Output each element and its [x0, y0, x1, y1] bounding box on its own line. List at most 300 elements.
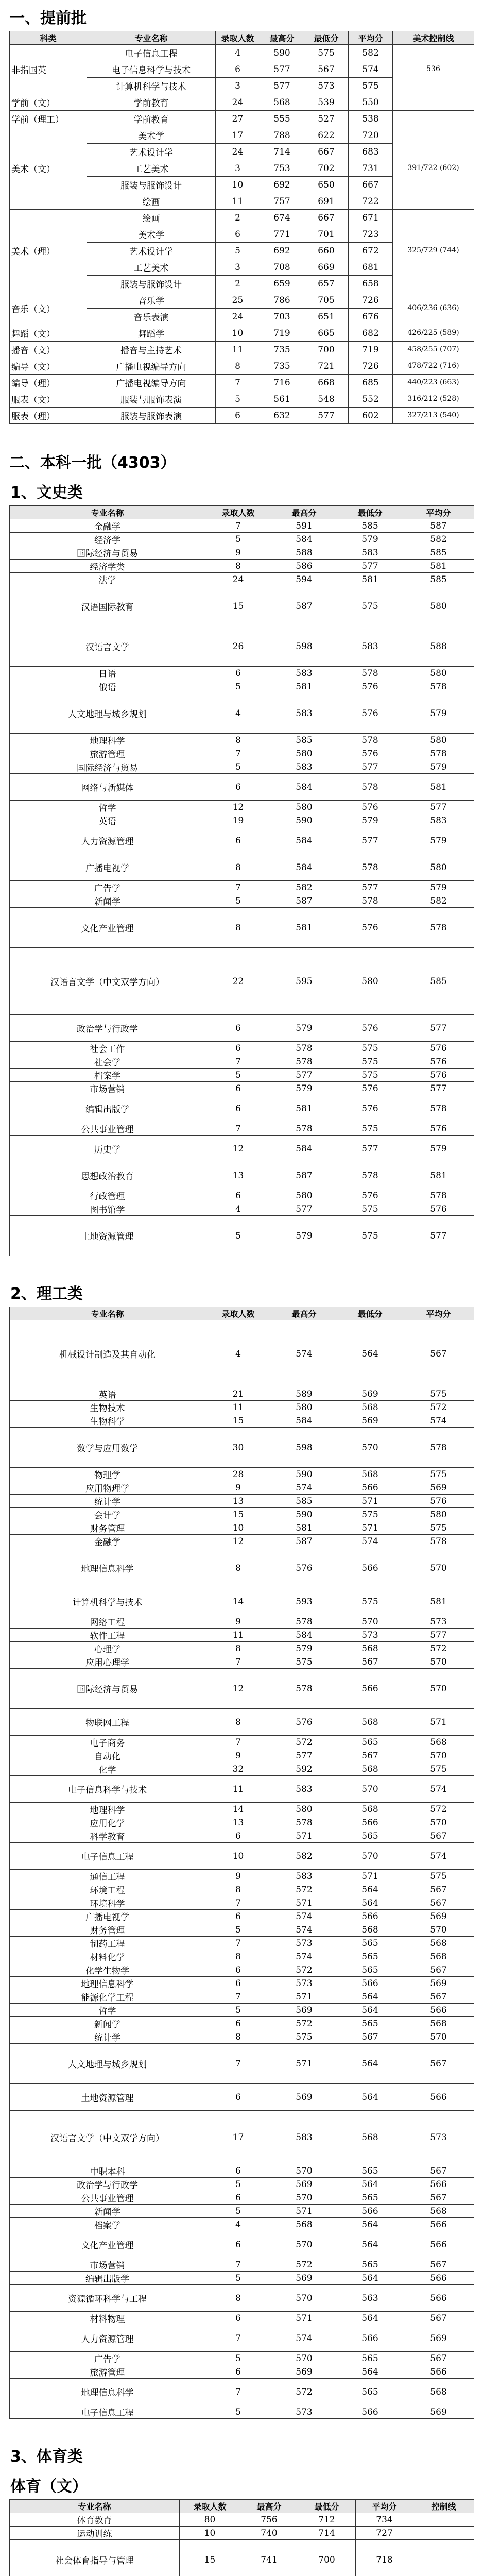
table-cell: 590: [271, 1508, 337, 1521]
table-row: [10, 1642, 474, 1655]
table-row: [10, 1122, 474, 1136]
table-cell: 社会学: [10, 1055, 205, 1069]
table-cell: 568: [403, 2379, 474, 2405]
table-cell: 548: [304, 391, 349, 408]
table-cell: 5: [205, 894, 271, 908]
column-header: 专业名称: [10, 2500, 180, 2513]
table-cell: 565: [337, 1950, 403, 1963]
table-cell: 565: [337, 1963, 403, 1977]
table-cell: 566: [403, 2218, 474, 2231]
table-cell: 576: [403, 1042, 474, 1055]
table-cell: 565: [337, 2191, 403, 2205]
table-cell: 712: [298, 2513, 356, 2527]
column-header: 最低分: [304, 31, 349, 45]
table-cell: 6: [205, 1042, 271, 1055]
table-row: [10, 573, 474, 586]
table-cell: 材料化学: [10, 1950, 205, 1963]
table-cell: 569: [403, 1977, 474, 1990]
table-cell: 美术学: [87, 127, 216, 144]
table-cell: 575: [337, 1055, 403, 1069]
table-cell: 565: [337, 2258, 403, 2272]
table-row: [10, 2405, 474, 2419]
table-cell: 719: [260, 325, 304, 342]
table-cell: 7: [216, 375, 260, 391]
table-cell: 566: [337, 2325, 403, 2352]
table-row: [10, 827, 474, 854]
table-cell: 567: [403, 2164, 474, 2178]
table-cell: 577: [403, 801, 474, 814]
table-cell: 575: [337, 1216, 403, 1256]
column-header: 录取人数: [180, 2500, 240, 2513]
table-cell: 579: [403, 1136, 474, 1162]
table-cell: 舞蹈学: [87, 325, 216, 342]
table-cell: 572: [271, 1736, 337, 1749]
table-cell: 工艺美术: [87, 259, 216, 276]
table-cell: 576: [337, 693, 403, 734]
table-row: [10, 325, 474, 342]
table-cell: 10: [205, 1843, 271, 1870]
table-cell: 地理信息科学: [10, 1977, 205, 1990]
table-row: [10, 408, 474, 424]
table-cell: 舞蹈（文）: [10, 325, 87, 342]
table-cell: 576: [337, 908, 403, 948]
column-header: 最高分: [271, 1307, 337, 1320]
table-cell: 564: [337, 1896, 403, 1910]
table-row: [10, 2258, 474, 2272]
table-cell: 722: [349, 193, 393, 210]
table-cell: 658: [349, 276, 393, 292]
table-cell: 582: [403, 894, 474, 908]
table-row: [10, 1963, 474, 1977]
table-cell: 经济学: [10, 533, 205, 546]
table-cell: 服装与服饰表演: [87, 408, 216, 424]
table-cell: 569: [337, 1387, 403, 1401]
column-header: 控制线: [413, 2500, 474, 2513]
table-row: [10, 881, 474, 894]
table-cell: 22: [205, 948, 271, 1015]
table-cell: 590: [271, 1468, 337, 1481]
table-cell: 575: [337, 1508, 403, 1521]
table-cell: 735: [260, 342, 304, 358]
table-row: [10, 2205, 474, 2218]
table-cell: 573: [304, 78, 349, 94]
table-cell: 广播电视编导方向: [87, 375, 216, 391]
table-cell: 应用物理学: [10, 1481, 205, 1495]
table-cell: 市场营销: [10, 2258, 205, 2272]
table-cell: 8: [216, 358, 260, 375]
table-cell: 4: [205, 2218, 271, 2231]
table-cell: 590: [260, 45, 304, 61]
table-cell: 581: [271, 680, 337, 693]
table-cell: 719: [349, 342, 393, 358]
table-cell: 571: [271, 2205, 337, 2218]
table-cell: 426/225 (589): [393, 325, 474, 342]
table-cell: 716: [260, 375, 304, 391]
table-cell: 574: [271, 1320, 337, 1387]
table-cell: 581: [337, 573, 403, 586]
table-cell: 新闻学: [10, 894, 205, 908]
table-cell: 571: [271, 2312, 337, 2325]
table-cell: 5: [205, 2352, 271, 2365]
column-header: 最高分: [260, 31, 304, 45]
table-cell: 564: [337, 2365, 403, 2379]
table-cell: 572: [271, 2258, 337, 2272]
table-row: [10, 1414, 474, 1428]
table-cell: 13: [205, 1816, 271, 1829]
table-cell: 576: [337, 1189, 403, 1202]
table-cell: 27: [216, 111, 260, 127]
table-cell: 新闻学: [10, 2017, 205, 2030]
table-cell: 广播电视学: [10, 854, 205, 881]
subsection-title-sports: 3、体育类: [10, 2448, 83, 2466]
table-row: [10, 2352, 474, 2365]
table-cell: 9: [205, 1749, 271, 1762]
table-cell: 598: [271, 626, 337, 667]
table-cell: 电子信息工程: [10, 2405, 205, 2419]
table-cell: 579: [403, 827, 474, 854]
table-row: [10, 2272, 474, 2285]
table-row: [10, 2285, 474, 2312]
table-row: [10, 546, 474, 560]
table-cell: 12: [205, 1136, 271, 1162]
table-cell: 578: [403, 1189, 474, 1202]
table-cell: 8: [205, 854, 271, 881]
table-cell: 570: [271, 2191, 337, 2205]
table-cell: 15: [205, 1414, 271, 1428]
table-cell: 577: [337, 760, 403, 774]
table-cell: 24: [216, 144, 260, 160]
table-row: [10, 2365, 474, 2379]
column-header: 录取人数: [205, 506, 271, 519]
table-row: [10, 1843, 474, 1870]
table-cell: 587: [271, 1535, 337, 1548]
table-cell: 585: [271, 734, 337, 747]
table-cell: 24: [216, 94, 260, 111]
table-cell: 8: [205, 1709, 271, 1736]
table-cell: 人文地理与城乡规划: [10, 2044, 205, 2084]
table-cell: 577: [403, 1082, 474, 1095]
table-cell: 7: [205, 519, 271, 533]
table-cell: 568: [271, 2218, 337, 2231]
table-cell: 5: [205, 1069, 271, 1082]
table-row: [10, 2231, 474, 2258]
table-cell: 7: [205, 2379, 271, 2405]
table-cell: 机械设计制造及其自动化: [10, 1320, 205, 1387]
table-cell: 569: [403, 1481, 474, 1495]
table-cell: 565: [337, 2352, 403, 2365]
table-row: [10, 667, 474, 680]
column-header: 专业名称: [87, 31, 216, 45]
table-cell: 536: [393, 45, 474, 94]
table-cell: 708: [260, 259, 304, 276]
table-cell: 5: [205, 2178, 271, 2191]
table-cell: 8: [205, 560, 271, 573]
table-cell: 478/722 (716): [393, 358, 474, 375]
table-row: [10, 111, 474, 127]
table-cell: 566: [403, 2004, 474, 2017]
table-cell: 705: [304, 292, 349, 309]
table-cell: 8: [205, 1548, 271, 1588]
table-row: [10, 1548, 474, 1588]
table-cell: 俄语: [10, 680, 205, 693]
table-cell: 578: [337, 1162, 403, 1189]
table-cell: 692: [260, 243, 304, 259]
table-cell: 573: [337, 1629, 403, 1642]
batch-one-science-table: [9, 1307, 474, 2419]
table-cell: 574: [337, 1535, 403, 1548]
table-cell: 588: [271, 546, 337, 560]
table-row: [10, 2527, 474, 2540]
table-row: [10, 1069, 474, 1082]
table-cell: 575: [271, 2030, 337, 2044]
table-row: [10, 801, 474, 814]
table-cell: 广告学: [10, 2352, 205, 2365]
table-cell: 572: [403, 1401, 474, 1414]
table-header-row: [10, 1307, 474, 1320]
table-cell: 788: [260, 127, 304, 144]
table-cell: 6: [205, 2231, 271, 2258]
table-cell: 771: [260, 226, 304, 243]
table-cell: 576: [403, 1202, 474, 1216]
column-header: 录取人数: [216, 31, 260, 45]
table-cell: 579: [403, 693, 474, 734]
table-cell: 578: [403, 1428, 474, 1468]
table-row: [10, 2540, 474, 2576]
table-cell: 化学生物学: [10, 1963, 205, 1977]
table-cell: 580: [403, 586, 474, 626]
table-cell: 7: [205, 2258, 271, 2272]
table-cell: 570: [403, 1816, 474, 1829]
table-cell: 4: [205, 1320, 271, 1387]
table-cell: 13: [205, 1495, 271, 1508]
table-cell: 564: [337, 2004, 403, 2017]
table-cell: 575: [337, 1122, 403, 1136]
table-cell: 570: [403, 1749, 474, 1762]
table-cell: 6: [216, 61, 260, 78]
table-row: [10, 2513, 474, 2527]
table-cell: 公共事业管理: [10, 2191, 205, 2205]
table-cell: 561: [260, 391, 304, 408]
column-header: 平均分: [403, 506, 474, 519]
table-cell: 565: [337, 2379, 403, 2405]
table-cell: 服表（理）: [10, 408, 87, 424]
table-cell: 6: [205, 2164, 271, 2178]
column-header: 专业名称: [10, 506, 205, 519]
table-row: [10, 2191, 474, 2205]
table-row: [10, 1629, 474, 1642]
table-cell: 587: [403, 519, 474, 533]
table-cell: 心理学: [10, 1642, 205, 1655]
table-cell: 地理科学: [10, 734, 205, 747]
table-cell: 12: [205, 1669, 271, 1709]
table-cell: 660: [304, 243, 349, 259]
table-row: [10, 292, 474, 309]
table-cell: 685: [349, 375, 393, 391]
table-cell: 578: [337, 894, 403, 908]
table-cell: 576: [337, 1095, 403, 1122]
table-cell: 555: [260, 111, 304, 127]
table-cell: 567: [337, 1655, 403, 1669]
table-cell: 566: [403, 2272, 474, 2285]
table-cell: 700: [298, 2540, 356, 2576]
table-cell: 579: [271, 1642, 337, 1655]
table-row: [10, 1709, 474, 1736]
table-cell: 7: [205, 1896, 271, 1910]
table-cell: 565: [337, 1937, 403, 1950]
table-cell: 676: [349, 309, 393, 325]
table-cell: 583: [271, 1870, 337, 1883]
table-cell: 756: [240, 2513, 298, 2527]
table-cell: 566: [403, 2231, 474, 2258]
table-cell: 576: [403, 1069, 474, 1082]
table-cell: 30: [205, 1428, 271, 1468]
table-cell: 9: [205, 1481, 271, 1495]
table-cell: 11: [205, 1776, 271, 1803]
table-cell: 576: [403, 1495, 474, 1508]
table-cell: 726: [349, 292, 393, 309]
table-row: [10, 45, 474, 61]
table-cell: 制药工程: [10, 1937, 205, 1950]
table-cell: 741: [240, 2540, 298, 2576]
table-cell: 编导（文）: [10, 358, 87, 375]
table-cell: 服表（文）: [10, 391, 87, 408]
spacer: [9, 431, 474, 445]
table-cell: 565: [337, 1736, 403, 1749]
table-cell: 580: [271, 1401, 337, 1414]
table-cell: 714: [298, 2527, 356, 2540]
table-cell: 6: [216, 226, 260, 243]
table-cell: 11: [205, 1629, 271, 1642]
table-cell: 9: [205, 1870, 271, 1883]
table-cell: 575: [304, 45, 349, 61]
table-cell: 576: [271, 1709, 337, 1736]
column-header: 平均分: [349, 31, 393, 45]
table-row: [10, 1669, 474, 1709]
table-cell: 593: [271, 1588, 337, 1615]
table-cell: 566: [403, 2084, 474, 2111]
early-batch-table: [9, 31, 474, 424]
table-cell: 577: [337, 560, 403, 573]
table-cell: 573: [271, 1937, 337, 1950]
table-cell: 578: [337, 774, 403, 801]
table-cell: 587: [271, 1162, 337, 1189]
table-cell: 9: [205, 1615, 271, 1629]
table-cell: 578: [271, 1816, 337, 1829]
table-cell: 735: [260, 358, 304, 375]
table-cell: 595: [271, 948, 337, 1015]
table-cell: 570: [337, 1428, 403, 1468]
table-cell: 578: [337, 734, 403, 747]
table-cell: 7: [205, 747, 271, 760]
table-cell: 土地资源管理: [10, 1216, 205, 1256]
table-row: [10, 1162, 474, 1189]
table-cell: 566: [337, 1548, 403, 1588]
table-cell: 播音（文）: [10, 342, 87, 358]
table-cell: 电子信息科学与技术: [87, 61, 216, 78]
table-cell: 7: [205, 881, 271, 894]
table-cell: 564: [337, 1990, 403, 2004]
table-cell: 物理学: [10, 1468, 205, 1481]
table-cell: 580: [403, 1508, 474, 1521]
table-cell: 地理信息科学: [10, 2379, 205, 2405]
table-cell: 576: [271, 1548, 337, 1588]
table-cell: 文化产业管理: [10, 2231, 205, 2258]
table-cell: 574: [271, 1481, 337, 1495]
table-cell: 音乐学: [87, 292, 216, 309]
table-cell: 588: [403, 626, 474, 667]
table-cell: 12: [205, 801, 271, 814]
table-cell: 576: [403, 1055, 474, 1069]
table-cell: 578: [403, 680, 474, 693]
table-row: [10, 533, 474, 546]
table-cell: 6: [205, 827, 271, 854]
table-cell: 绘画: [87, 210, 216, 226]
table-row: [10, 1320, 474, 1387]
table-cell: 571: [271, 1990, 337, 2004]
table-cell: 科学教育: [10, 1829, 205, 1843]
table-cell: 571: [271, 1896, 337, 1910]
table-cell: 622: [304, 127, 349, 144]
table-row: [10, 760, 474, 774]
table-cell: 581: [403, 560, 474, 573]
table-cell: 581: [271, 1521, 337, 1535]
table-cell: 568: [337, 1762, 403, 1776]
table-cell: 美术学: [87, 226, 216, 243]
table-cell: 568: [403, 1736, 474, 1749]
table-cell: 682: [349, 325, 393, 342]
table-cell: 艺术设计学: [87, 144, 216, 160]
table-cell: 567: [403, 1829, 474, 1843]
table-cell: 727: [356, 2527, 413, 2540]
table-row: [10, 586, 474, 626]
table-cell: 632: [260, 408, 304, 424]
table-row: [10, 2084, 474, 2111]
table-cell: 564: [337, 2044, 403, 2084]
table-cell: 572: [403, 1642, 474, 1655]
table-cell: 577: [403, 1015, 474, 1042]
table-cell: 7: [205, 2325, 271, 2352]
table-cell: 6: [205, 1829, 271, 1843]
table-cell: 550: [349, 94, 393, 111]
table-cell: 计算机科学与技术: [87, 78, 216, 94]
column-header: 科类: [10, 31, 87, 45]
table-cell: 广播电视学: [10, 1910, 205, 1923]
table-cell: 物联网工程: [10, 1709, 205, 1736]
table-cell: 578: [403, 908, 474, 948]
table-row: [10, 1749, 474, 1762]
table-cell: 汉语言文学: [10, 626, 205, 667]
table-cell: 592: [271, 1762, 337, 1776]
table-cell: 325/729 (744): [393, 210, 474, 292]
table-cell: 政治学与行政学: [10, 1015, 205, 1042]
table-cell: 国际经济与贸易: [10, 546, 205, 560]
table-row: [10, 1401, 474, 1414]
table-cell: 2: [216, 276, 260, 292]
table-cell: 566: [337, 1481, 403, 1495]
table-row: [10, 1816, 474, 1829]
table-cell: 市场营销: [10, 1082, 205, 1095]
table-cell: 714: [260, 144, 304, 160]
table-cell: 571: [337, 1495, 403, 1508]
table-cell: 577: [337, 827, 403, 854]
table-cell: 578: [271, 1055, 337, 1069]
table-cell: 生物科学: [10, 1414, 205, 1428]
table-cell: 573: [403, 2111, 474, 2164]
table-cell: 575: [337, 1042, 403, 1055]
table-row: [10, 94, 474, 111]
table-cell: 568: [337, 1709, 403, 1736]
table-cell: 3: [216, 78, 260, 94]
